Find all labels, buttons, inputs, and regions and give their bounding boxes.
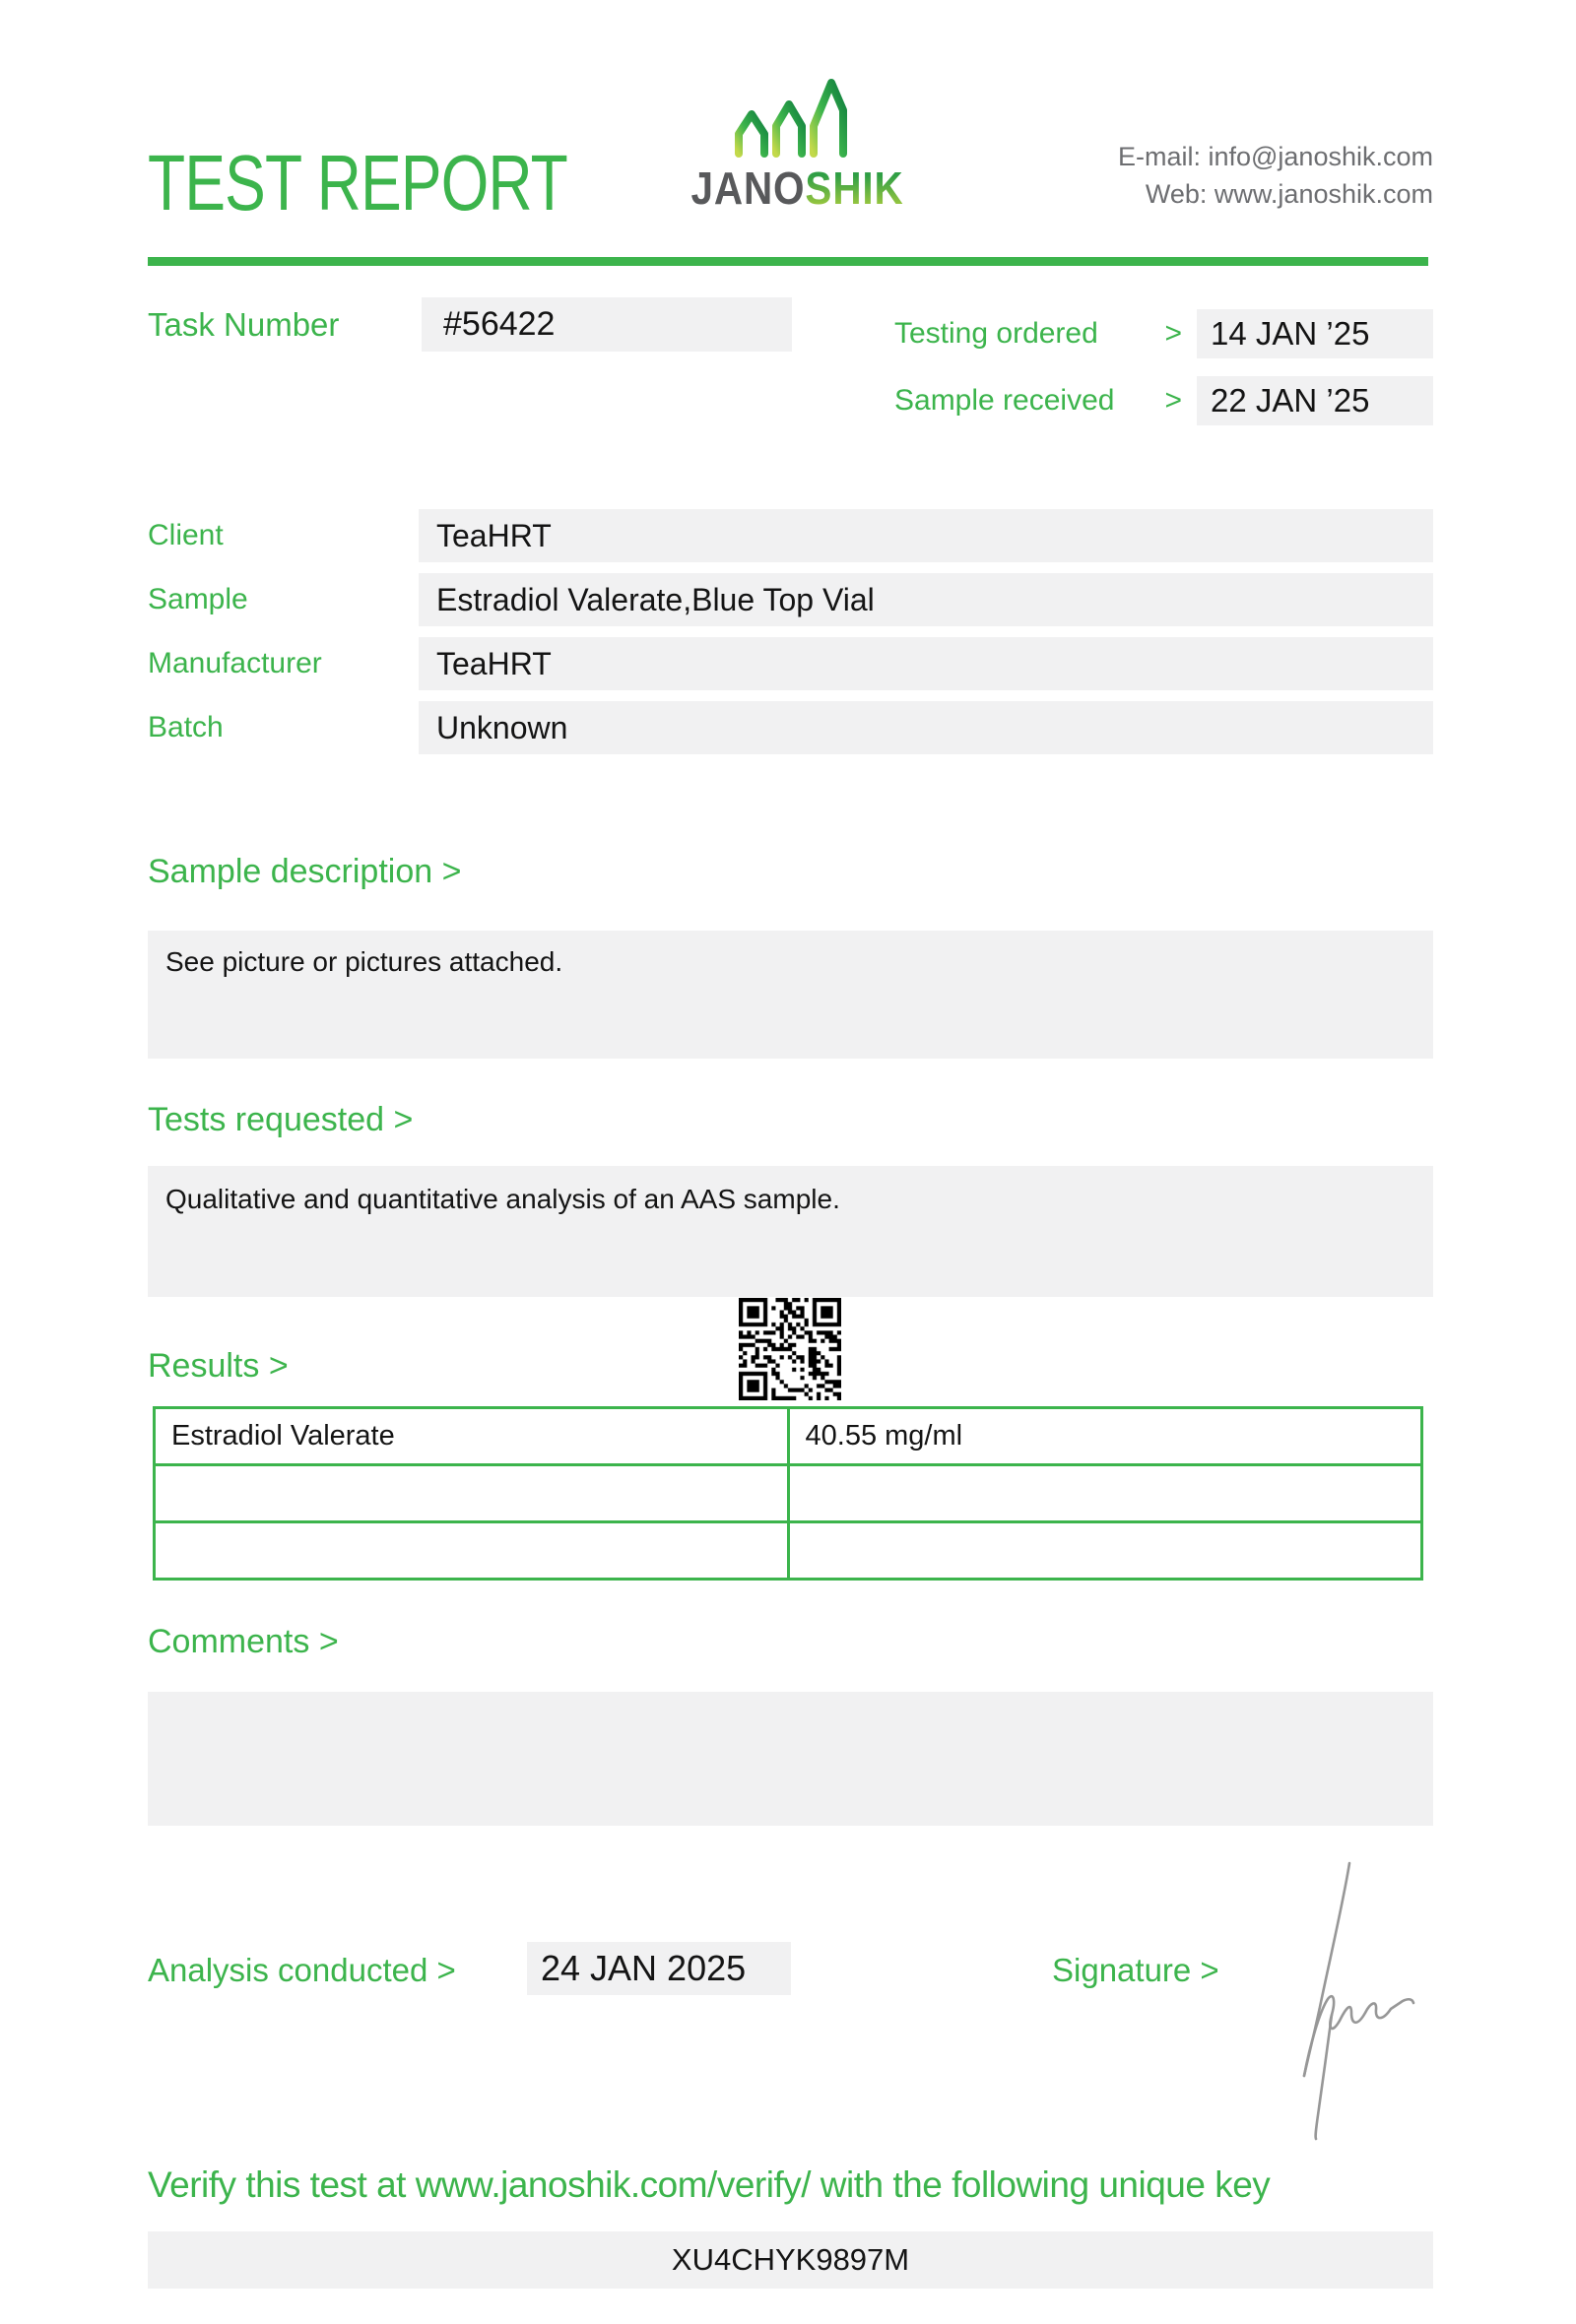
logo-shik-text: SHIK [805,162,904,214]
client-label: Client [148,519,224,551]
task-number-label: Task Number [148,306,340,343]
qr-code [739,1298,841,1400]
analysis-conducted-date: 24 JAN 2025 [527,1942,791,1995]
web-line: Web: www.janoshik.com [1145,179,1433,209]
sample-description-box: See picture or pictures attached. [148,931,1433,1059]
comments-box [148,1692,1433,1826]
logo-jano-text: JANO [690,162,806,214]
batch-label: Batch [148,711,224,743]
tests-requested-label: Tests requested > [148,1101,414,1138]
results-row [155,1465,1422,1522]
comments-label: Comments > [148,1623,339,1660]
results-table [153,1406,1423,1581]
batch-value: Unknown [419,701,1433,754]
growth-chart-icon [727,77,849,160]
header-divider [148,257,1428,266]
tests-requested-box: Qualitative and quantitative analysis of an AAS sample. [148,1166,1433,1297]
janoshik-logo [678,77,904,215]
page-title: TEST REPORT [148,139,568,226]
result-value [788,1465,1422,1522]
sample-received-row [894,376,1182,425]
sample-received-label: Sample received [894,384,1115,417]
analysis-conducted-label: Analysis conducted > [148,1952,456,1988]
results-label: Results > [148,1347,289,1385]
sample-received-date: 22 JAN ’25 [1197,376,1433,425]
contact-info [1118,138,1433,213]
verify-instructions: Verify this test at www.janoshik.com/verify/ with the following unique key [148,2164,1271,2205]
manufacturer-value: TeaHRT [419,637,1433,690]
results-row [155,1522,1422,1580]
testing-ordered-date: 14 JAN ’25 [1197,309,1433,358]
testing-ordered-row [894,309,1182,358]
testing-ordered-arrow: > [1164,317,1182,350]
verify-key: XU4CHYK9897M [148,2231,1433,2289]
sample-received-arrow: > [1164,384,1182,417]
result-substance: Estradiol Valerate [155,1408,789,1465]
testing-ordered-label: Testing ordered [894,317,1098,350]
result-substance [155,1465,789,1522]
signature [1259,1851,1416,2142]
result-substance [155,1522,789,1580]
manufacturer-label: Manufacturer [148,647,322,679]
sample-label: Sample [148,583,248,615]
result-value [788,1522,1422,1580]
logo-wordmark [690,161,904,215]
sample-value: Estradiol Valerate,Blue Top Vial [419,573,1433,626]
task-number-value: #56422 [422,297,792,352]
signature-label: Signature > [1052,1952,1219,1988]
client-value: TeaHRT [419,509,1433,562]
result-value: 40.55 mg/ml [788,1408,1422,1465]
sample-description-label: Sample description > [148,853,462,890]
results-row [155,1408,1422,1465]
email-line: E-mail: info@janoshik.com [1117,142,1433,171]
